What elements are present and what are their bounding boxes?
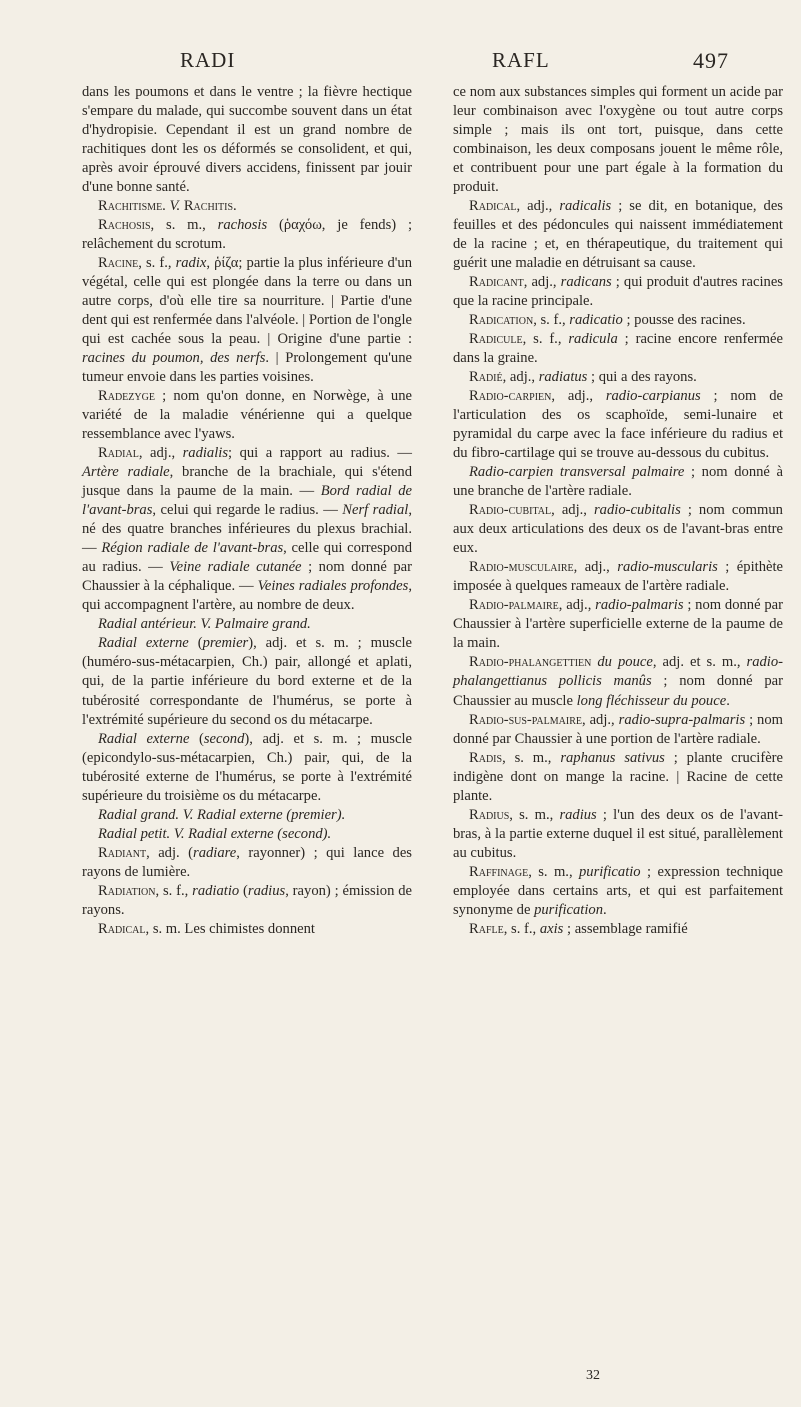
dictionary-entry <box>82 882 412 920</box>
continued-paragraph <box>453 83 783 197</box>
running-head-left: RADI <box>180 48 236 72</box>
headword: Radio-cubital <box>469 502 552 519</box>
italic-text: radius <box>559 806 597 823</box>
italic-text: Radial petit. V. Radial externe (second). <box>98 825 332 842</box>
dictionary-entry <box>453 463 783 501</box>
entry-text: ; racine encore renfermée dans la graine. <box>453 331 783 367</box>
headword: Radio-musculaire <box>469 559 574 576</box>
entry-text: ; nom donné par Chaussier à l'artère superficielle externe de la paume de la main. <box>453 597 783 652</box>
entry-text: , ῥίζα; partie la plus inférieure d'un végétal, celle qui est plongée dans la terre ou dans un autre corps, d'où elle tire sa nourriture. | Partie d'une dent qui est renfermée dans l'alvéole. | Portion de l'ongle qui est cachée sous la peau. | Origine d'une partie : <box>82 255 412 348</box>
italic-text: Artère radiale <box>82 464 170 481</box>
entry-text: ; nom donné à une branche de l'artère radiale. <box>453 464 783 500</box>
italic-text: premier <box>202 635 249 652</box>
entry-text: , rayonner) ; qui lance des rayons de lumière. <box>82 844 412 880</box>
entry-text: , s. f., <box>503 920 540 937</box>
italic-text: du pouce <box>597 654 653 671</box>
entry-text: , adj., <box>502 369 539 386</box>
italic-text: radio-muscularis <box>617 559 718 576</box>
italic-text: purification <box>534 901 603 918</box>
headword: Radicant <box>469 274 524 291</box>
dictionary-entry <box>453 330 783 368</box>
headword: Radicule <box>469 331 523 348</box>
headword: Radis <box>469 749 503 766</box>
dictionary-entry <box>82 387 412 444</box>
italic-text: radio-supra-palmaris <box>618 711 746 728</box>
dictionary-entry <box>82 634 412 729</box>
italic-text: V. <box>169 198 181 215</box>
italic-text: radicatio <box>569 312 623 329</box>
headword: Radezyge <box>98 388 155 405</box>
dictionary-entry <box>453 311 783 330</box>
headword: Raffinage <box>469 863 529 880</box>
entry-text: . <box>726 692 730 709</box>
entry-text: , qui accompagnent l'artère, au nombre de deux. <box>82 578 412 614</box>
dictionary-entry <box>82 254 412 387</box>
entry-text: ; nom de l'articulation des os scaphoïde, semi-lunaire et pyramidal du carpe avec la face inférieure du radius et du fibro-cartilage qui se trouve au-dessous du cubitus. <box>453 388 783 462</box>
left-column <box>82 83 412 939</box>
dictionary-entry <box>453 749 783 806</box>
entry-text: , adj. ( <box>146 844 194 861</box>
dictionary-entry <box>82 806 412 825</box>
italic-text: Radial externe <box>98 635 189 652</box>
entry-text: ; qui a rapport au radius. — <box>228 445 412 462</box>
dictionary-entry <box>453 920 783 939</box>
entry-text: ; nom donné par Chaussier à la céphalique. — <box>82 559 412 595</box>
dictionary-entry <box>453 558 783 596</box>
headword: Radio-palmaire <box>469 597 559 614</box>
headword: Radiant <box>98 844 147 861</box>
italic-text: radiatus <box>538 369 588 386</box>
running-head-center: RAFL <box>492 48 550 72</box>
entry-text: ; pousse des racines. <box>622 312 746 329</box>
right-column <box>453 83 783 939</box>
italic-text: Nerf radial <box>342 502 409 519</box>
headword: Radié <box>469 369 503 386</box>
entry-text: ), adj. et s. m. ; muscle (epicondylo-sus-métacarpien, Ch.) pair, qui, de la tubérosité externe de l'humérus, se porte à l'extrémité supérieure du troisième os du métacarpe. <box>82 730 412 804</box>
entry-text: , s. f., <box>155 882 193 899</box>
headword: Radial <box>98 445 139 462</box>
entry-text: , s. m., <box>528 863 579 880</box>
dictionary-entry <box>453 863 783 920</box>
entry-text: . <box>603 901 607 918</box>
entry-text: , adj., <box>582 711 619 728</box>
entry-text: ( <box>189 730 204 747</box>
italic-text: radio-phalangettianus pollicis manûs <box>453 654 783 690</box>
entry-text: , rayon) ; émission de rayons. <box>82 882 412 918</box>
dictionary-entry <box>453 806 783 863</box>
italic-text: radix <box>175 255 207 272</box>
italic-text: radicalis <box>559 198 612 215</box>
italic-text: rachosis <box>217 217 268 234</box>
entry-text: , s. m., <box>502 749 561 766</box>
italic-text: Veine radiale cutanée <box>169 559 302 576</box>
headword: Radical <box>98 920 146 937</box>
entry-text: , branche de la brachiale, qui s'étend jusque dans la paume de la main. — <box>82 464 412 500</box>
dictionary-entry <box>82 197 412 216</box>
headword: Radication <box>469 312 534 329</box>
entry-text: ; nom donné par Chaussier au muscle <box>453 673 783 709</box>
entry-text: , adj., <box>573 559 618 576</box>
dictionary-entry <box>82 920 412 939</box>
entry-text: ; l'un des deux os de l'avant-bras, à la partie externe duquel il est situé, parallèlement au cubitus. <box>453 806 783 861</box>
headword: Radiation <box>98 882 156 899</box>
dictionary-entry <box>453 653 783 710</box>
dictionary-entry <box>82 444 412 615</box>
entry-text: ; qui produit d'autres racines que la racine principale. <box>453 274 783 310</box>
entry-text: , celui qui regarde le radius. — <box>152 502 343 519</box>
dictionary-entry <box>453 711 783 749</box>
dictionary-entry <box>453 197 783 273</box>
italic-text: racines du poumon, des nerfs <box>82 350 266 367</box>
entry-text: , s. m., <box>150 217 218 234</box>
entry-text: , adj., <box>551 502 594 519</box>
headword: Racine <box>98 255 139 272</box>
entry-text: , adj., <box>551 388 606 405</box>
entry-text: . | Prolongement qu'une tumeur envoie dans les parties voisines. <box>82 350 412 386</box>
italic-text: radiatio <box>192 882 240 899</box>
dictionary-entry <box>453 596 783 653</box>
continued-paragraph <box>82 83 412 197</box>
italic-text: radio-palmaris <box>595 597 684 614</box>
dictionary-entry <box>82 216 412 254</box>
italic-text: Radial externe <box>98 730 190 747</box>
entry-text: , adj. et s. m., <box>652 654 747 671</box>
italic-text: second <box>203 730 245 747</box>
entry-text: ; nom qu'on donne, en Norwège, à une variété de la maladie vénérienne qui a quelque ressemblance avec l'yaws. <box>82 388 412 443</box>
italic-text: radius <box>247 882 286 899</box>
entry-text: , s. f., <box>138 255 176 272</box>
italic-text: radialis <box>182 445 229 462</box>
entry-text: , adj., <box>516 198 560 215</box>
headword: Rachitisme. <box>98 198 166 215</box>
entry-text: ; assemblage ramifié <box>563 920 688 937</box>
dictionary-entry <box>82 615 412 634</box>
headword: Radio-sus-palmaire <box>469 711 582 728</box>
entry-text: ; expression technique employée dans certains arts, et qui est parfaitement synonyme de <box>453 863 783 918</box>
headword: Rachitis. <box>183 198 237 215</box>
entry-text: ; se dit, en botanique, des feuilles et des pédoncules qui naissent immédiatement de la racine ; et, en thérapeutique, du traitement qui guérit une maladie en détruisant sa cause. <box>453 198 783 272</box>
italic-text: radicula <box>568 331 618 348</box>
dictionary-entry <box>453 368 783 387</box>
headword: Radio-carpien <box>469 388 552 405</box>
italic-text: Veines radiales profondes <box>257 578 409 595</box>
italic-text: radio-carpianus <box>605 388 701 405</box>
entry-text: ; nom donné par Chaussier à une portion de l'artère radiale. <box>453 711 783 747</box>
dictionary-entry <box>453 501 783 558</box>
entry-text: ce nom aux substances simples qui forment un acide par leur combinaison avec l'oxygène ou tout autre corps simple ; mais ils ont tort, puisque, dans cette combinaison, les deux composans jouent le même rôle, et contribuent pour une part égale à la formation du produit. <box>453 84 783 196</box>
entry-text: , adj., <box>138 445 183 462</box>
entry-text: ), adj. et s. m. ; muscle (huméro-sus-métacarpien, Ch.) pair, allongé et aplati, qui, de la partie inférieure du bord externe et de la tubérosité correspondante de l'humérus, se porte à l'extrémité supérieure du second os du métacarpe. <box>82 635 412 728</box>
italic-text: raphanus sativus <box>560 749 665 766</box>
entry-text: ; nom commun aux deux articulations des deux os de l'avant-bras entre eux. <box>453 502 783 557</box>
entry-text: ; épithète imposée à quelques rameaux de l'artère radiale. <box>453 559 784 595</box>
italic-text: radiare <box>193 844 237 861</box>
italic-text: Radial grand. V. Radial externe (premier). <box>98 806 346 823</box>
entry-text: , adj., <box>558 597 596 614</box>
entry-text: , né des quatre branches inférieures du plexus brachial. — <box>82 502 412 557</box>
headword: Radio-phalangettien <box>469 654 592 671</box>
entry-text: dans les poumons et dans le ventre ; la fièvre hectique s'empare du malade, qui succombe souvent dans un état d'hydropisie. Cependant il est un grand nombre de rachitiques dont les os déformés se consolident, et qui, après avoir éprouvé divers accidens, finissent par jouir d'une bonne santé. <box>82 84 412 196</box>
entry-text: (ῥαχόω, je fends) ; relâchement du scrotum. <box>82 217 412 253</box>
headword: Radical <box>469 198 517 215</box>
italic-text: Radial antérieur. V. Palmaire grand. <box>98 616 311 633</box>
dictionary-entry <box>453 387 783 463</box>
entry-text: , adj., <box>523 274 561 291</box>
headword: Radius <box>469 806 510 823</box>
page-number: 497 <box>693 48 729 73</box>
italic-text: radio-cubitalis <box>594 502 681 519</box>
dictionary-entry <box>82 825 412 844</box>
entry-text: , s. f., <box>533 312 570 329</box>
signature-mark: 32 <box>586 1368 600 1383</box>
entry-text: , celle qui correspond au radius. — <box>82 540 413 576</box>
entry-text: ( <box>239 882 248 899</box>
headword: Rafle <box>469 920 504 937</box>
italic-text: Région radiale de l'avant-bras <box>101 540 284 557</box>
italic-text: Radio-carpien transversal palmaire <box>469 464 685 481</box>
italic-text: Bord radial de l'avant-bras <box>82 483 412 519</box>
dictionary-entry <box>82 844 412 882</box>
entry-text: , s. m. Les chimistes donnent <box>145 920 315 937</box>
entry-text: ; qui a des rayons. <box>587 369 697 386</box>
dictionary-entry <box>82 730 412 806</box>
italic-text: radicans <box>560 274 612 291</box>
italic-text: long fléchisseur du pouce <box>576 692 727 709</box>
entry-text: ; plante crucifère indigène dont on mange la racine. | Racine de cette plante. <box>453 749 784 804</box>
italic-text: axis <box>539 920 564 937</box>
entry-text: , s. m., <box>509 806 560 823</box>
dictionary-entry <box>453 273 783 311</box>
entry-text: ( <box>188 635 203 652</box>
entry-text: , s. f., <box>522 331 569 348</box>
italic-text: purificatio <box>578 863 641 880</box>
headword: Rachosis <box>98 217 151 234</box>
